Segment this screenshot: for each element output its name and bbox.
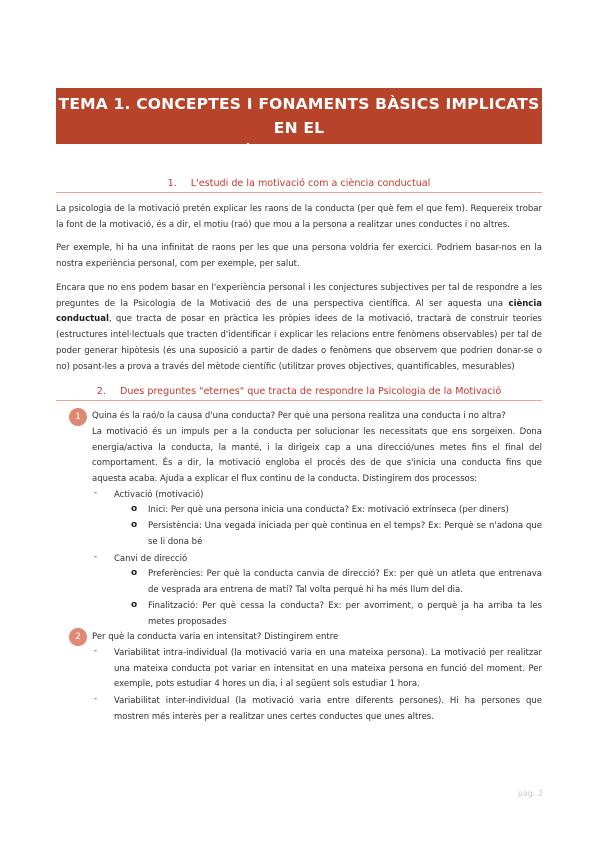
- section-1-title: L'estudi de la motivació com a ciència conductual: [190, 178, 431, 189]
- paragraph-3-bold-term: ciència conductual: [56, 298, 542, 325]
- q2-dash-intra: Variabilitat intra-individual (la motivació varia en una mateixa persona). La motivació per realitzar una mateixa conducta pot variar en intensitat en una mateixa persona en funció del moment. Per exemple, pots estudiar 4 hores un dia, i al següent sols estudiar 1 hora.: [114, 648, 542, 690]
- paragraph-1: La psicologia de la motivació pretén explicar les raons de la conducta (per què fem el que fem). Requereix trobar la font de la motivació, és a dir, el motiu (raó) que mou a la persona a realitzar unes conductes i no altres.: [56, 204, 542, 230]
- q1-dash-change: Canvi de direcció: [114, 554, 188, 564]
- question-2-text: Per què la conducta varia en intensitat? Distingirem entre: [92, 632, 339, 642]
- paragraph-3: [56, 281, 542, 375]
- paragraph-3-part-b: , que tracta de posar en pràctica les pròpies idees de la motivació, tractarà de construir teories (estructures intel·lectuals que tracten d'identificar i explicar les relacions entre fenòmens observables) per tal de poder generar hipòtesis (és una suposició a partir de dades o fenòmens que observem que podrien donar-se o no) posant-les a prova a través del mètode científic (utilitzar proves objectives, quantificables, mesurables): [56, 314, 542, 372]
- q1-sub-finalitzacio: Finalització: Per què cessa la conducta? Ex: per avorriment, o perquè ja ha arriba ta les metes proposades: [148, 601, 542, 627]
- title-line-2: PROCÉS MOTIVACIONAL: [193, 143, 405, 161]
- page-number: pàg. 2: [517, 789, 543, 798]
- title-banner: [56, 88, 542, 161]
- paragraph-2: Per exemple, hi ha una infinitat de raons per les que una persona voldria fer exercici. Podriem basar-nos en la nostra experiència personal, com per exemple, per salut.: [56, 243, 542, 269]
- section-1-heading: [56, 178, 542, 189]
- title-line-1: TEMA 1. CONCEPTES I FONAMENTS BÀSICS IMPLICATS EN EL: [58, 95, 540, 137]
- question-1-text: Quina és la raó/o la causa d'una conducta? Per què una persona realitza una conducta i no altra?: [92, 411, 506, 421]
- dash-marker: -: [94, 646, 98, 656]
- dash-marker: -: [94, 488, 98, 498]
- section-2-title: Dues preguntes "eternes" que tracta de respondre la Psicologia de la Motivació: [119, 386, 502, 397]
- circle-bullet: o: [131, 520, 138, 530]
- dash-marker: -: [94, 552, 98, 562]
- section-1-number: 1.: [167, 178, 177, 189]
- question-1-badge: 1: [69, 408, 87, 426]
- q2-dash-inter: Variabilitat inter-individual (la motivació varia entre diferents persones). Hi ha persones que mostren més interès per a realitzar unes certes conductes que unes altres.: [114, 696, 542, 722]
- paragraph-3-part-a: Encara que no ens podem basar en l'experiència personal i les conjectures subjectives per tal de respondre a les preguntes de la Psicologia de la Motivació des de una perspectiva científica. Al ser aquesta una: [56, 283, 542, 309]
- q1-sub-persistencia: Persistència: Una vegada iniciada per què continua en el temps? Ex: Perquè se n'adona que se li dona bé: [148, 521, 542, 547]
- q1-dash-activation: Activació (motivació): [114, 490, 204, 500]
- section-1-underline: [56, 192, 542, 193]
- section-2-underline: [56, 400, 542, 401]
- circle-bullet: o: [131, 568, 138, 578]
- question-1-body: La motivació és un impuls per a la conducta per solucionar les necessitats que ens sorgeixen. Dona energia/activa la conducta, la manté, i la dirigeix cap a una direcció/unes metes fins el final del comportament. És a dir, la motivació engloba el procés des de que s'inicia una conducta fins que aquesta acaba. Ajuda a explicar el flux continu de la conducta. Distingirem dos processos:: [92, 427, 542, 485]
- q1-sub-inici: Inici: Per què una persona inicia una conducta? Ex: motivació extrínseca (per diners): [148, 505, 509, 515]
- circle-bullet: o: [131, 504, 138, 514]
- question-2-badge: 2: [69, 628, 87, 646]
- circle-bullet: o: [131, 600, 138, 610]
- section-2-number: 2.: [96, 386, 106, 397]
- section-2-heading: [56, 386, 542, 397]
- dash-marker: -: [94, 694, 98, 704]
- q1-sub-preferencies: Preferències: Per què la conducta canvia de direcció? Ex: per què un atleta que entrenava de vesprada ara entrena de matí? Tal volta perquè hi ha més llum del dia.: [148, 569, 542, 595]
